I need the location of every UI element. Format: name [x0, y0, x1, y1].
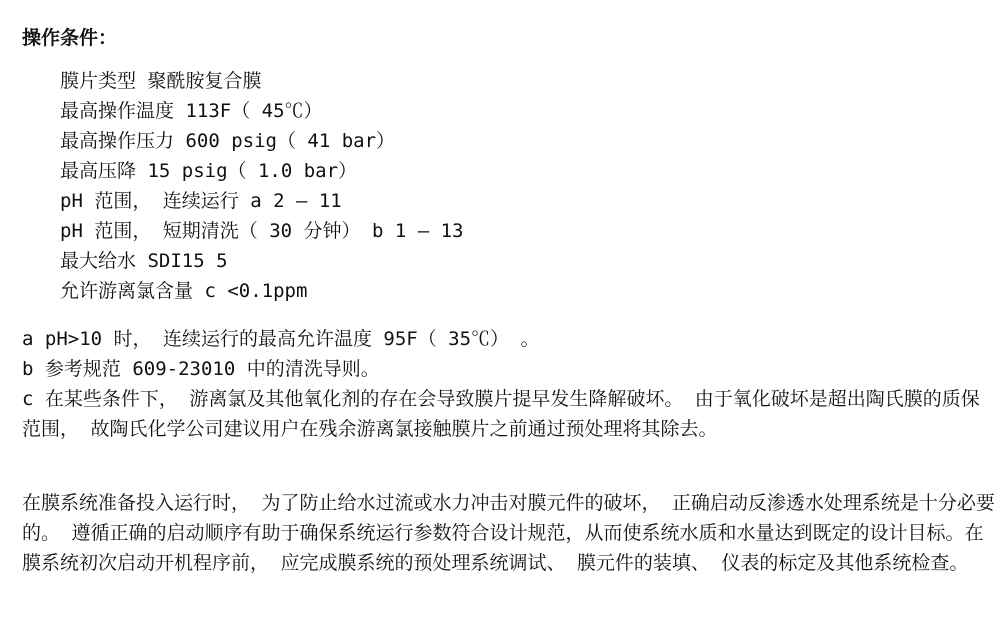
spec-free-chlorine: 允许游离氯含量 c <0.1ppm	[60, 280, 308, 302]
spec-max-pressure: 最高操作压力 600 psig（ 41 bar）	[60, 130, 396, 152]
operating-conditions-list	[60, 66, 463, 306]
spec-ph-cleaning: pH 范围， 短期清洗（ 30 分钟） b 1 – 13	[60, 220, 464, 242]
spec-membrane-type: 膜片类型 聚酰胺复合膜	[60, 70, 262, 92]
spec-max-temperature: 最高操作温度 113F（ 45℃）	[60, 100, 323, 122]
section-heading: 操作条件：	[22, 27, 118, 49]
footnotes	[22, 324, 997, 444]
spec-max-pressure-drop: 最高压降 15 psig（ 1.0 bar）	[60, 160, 358, 182]
spec-max-feed-sdi: 最大给水 SDI15 5	[60, 250, 228, 272]
footnote-a: a pH>10 时， 连续运行的最高允许温度 95F（ 35℃） 。	[22, 328, 540, 350]
startup-paragraph: 在膜系统准备投入运行时， 为了防止给水过流或水力冲击对膜元件的破坏， 正确启动反渗透水处理系统是十分必要的。 遵循正确的启动顺序有助于确保系统运行参数符合设计规范，从而使系统水质和水量达到既定的设计目标。在膜系统初次启动开机程序前， 应完成膜系统的预处理系统调试、 膜元件的装填、 仪表的标定及其他系统检查。	[22, 492, 995, 574]
spec-ph-continuous: pH 范围， 连续运行 a 2 – 11	[60, 190, 342, 212]
footnote-c: c 在某些条件下， 游离氯及其他氧化剂的存在会导致膜片提早发生降解破坏。 由于氧化破坏是超出陶氏膜的质保范围， 故陶氏化学公司建议用户在残余游离氯接触膜片之前通过预处理将其除去。	[22, 388, 980, 440]
footnote-b: b 参考规范 609-23010 中的清洗导则。	[22, 358, 380, 380]
